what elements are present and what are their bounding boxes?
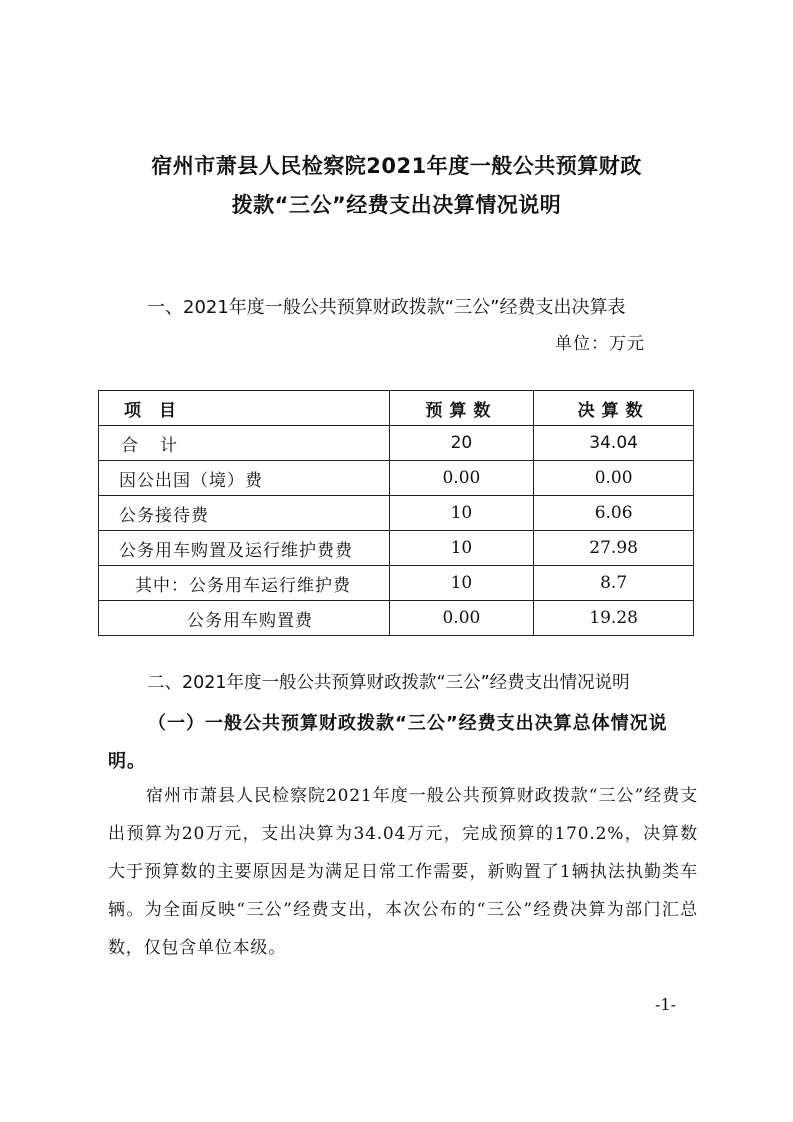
header-budget: 预算数 <box>389 391 534 426</box>
row-item: 其中：公务用车运行维护费 <box>99 566 390 601</box>
row-actual: 19.28 <box>534 601 694 636</box>
row-actual: 0.00 <box>534 461 694 496</box>
header-actual: 决算数 <box>534 391 694 426</box>
page-number: -1- <box>655 995 676 1014</box>
row-item: 因公出国（境）费 <box>99 461 390 496</box>
section2-heading: 二、2021年度一般公共预算财政拨款“三公”经费支出情况说明 <box>147 673 630 693</box>
row-item: 合计 <box>99 426 390 461</box>
row-budget: 0.00 <box>389 601 534 636</box>
table-row <box>99 461 694 496</box>
row-item: 公务用车购置费 <box>99 601 390 636</box>
document-title-line1: 宿州市萧县人民检察院2021年度一般公共预算财政 <box>151 154 642 178</box>
table-row-total <box>99 426 694 461</box>
row-budget: 20 <box>389 426 534 461</box>
row-budget: 0.00 <box>389 461 534 496</box>
row-budget: 10 <box>389 566 534 601</box>
table-row <box>99 496 694 531</box>
header-item: 项目 <box>99 391 390 426</box>
table-header-row <box>99 391 694 426</box>
unit-label: 单位：万元 <box>555 334 645 354</box>
budget-table <box>98 390 694 636</box>
row-item: 公务用车购置及运行维护费费 <box>99 531 390 566</box>
section1-heading: 一、2021年度一般公共预算财政拨款“三公”经费支出决算表 <box>147 297 626 318</box>
table-row <box>99 566 694 601</box>
row-actual: 8.7 <box>534 566 694 601</box>
row-actual: 34.04 <box>534 426 694 461</box>
section2-subheading: （一）一般公共预算财政拨款“三公”经费支出决算总体情况说明。 <box>108 713 668 772</box>
row-item: 公务接待费 <box>99 496 390 531</box>
table-row <box>99 601 694 636</box>
table-row <box>99 531 694 566</box>
document-title-line2: 拨款“三公”经费支出决算情况说明 <box>231 193 562 217</box>
row-actual: 6.06 <box>534 496 694 531</box>
row-budget: 10 <box>389 496 534 531</box>
row-budget: 10 <box>389 531 534 566</box>
row-actual: 27.98 <box>534 531 694 566</box>
section2-paragraph: 宿州市萧县人民检察院2021年度一般公共预算财政拨款“三公”经费支出预算为20万元，支出决算为34.04万元，完成预算的170.2%，决算数大于预算数的主要原因是为满足日常工作需要，新购置了1辆执法执勤类车辆。为全面反映“三公”经费支出，本次公布的“三公”经费决算为部门汇总数，仅包含单位本级。 <box>108 786 698 958</box>
